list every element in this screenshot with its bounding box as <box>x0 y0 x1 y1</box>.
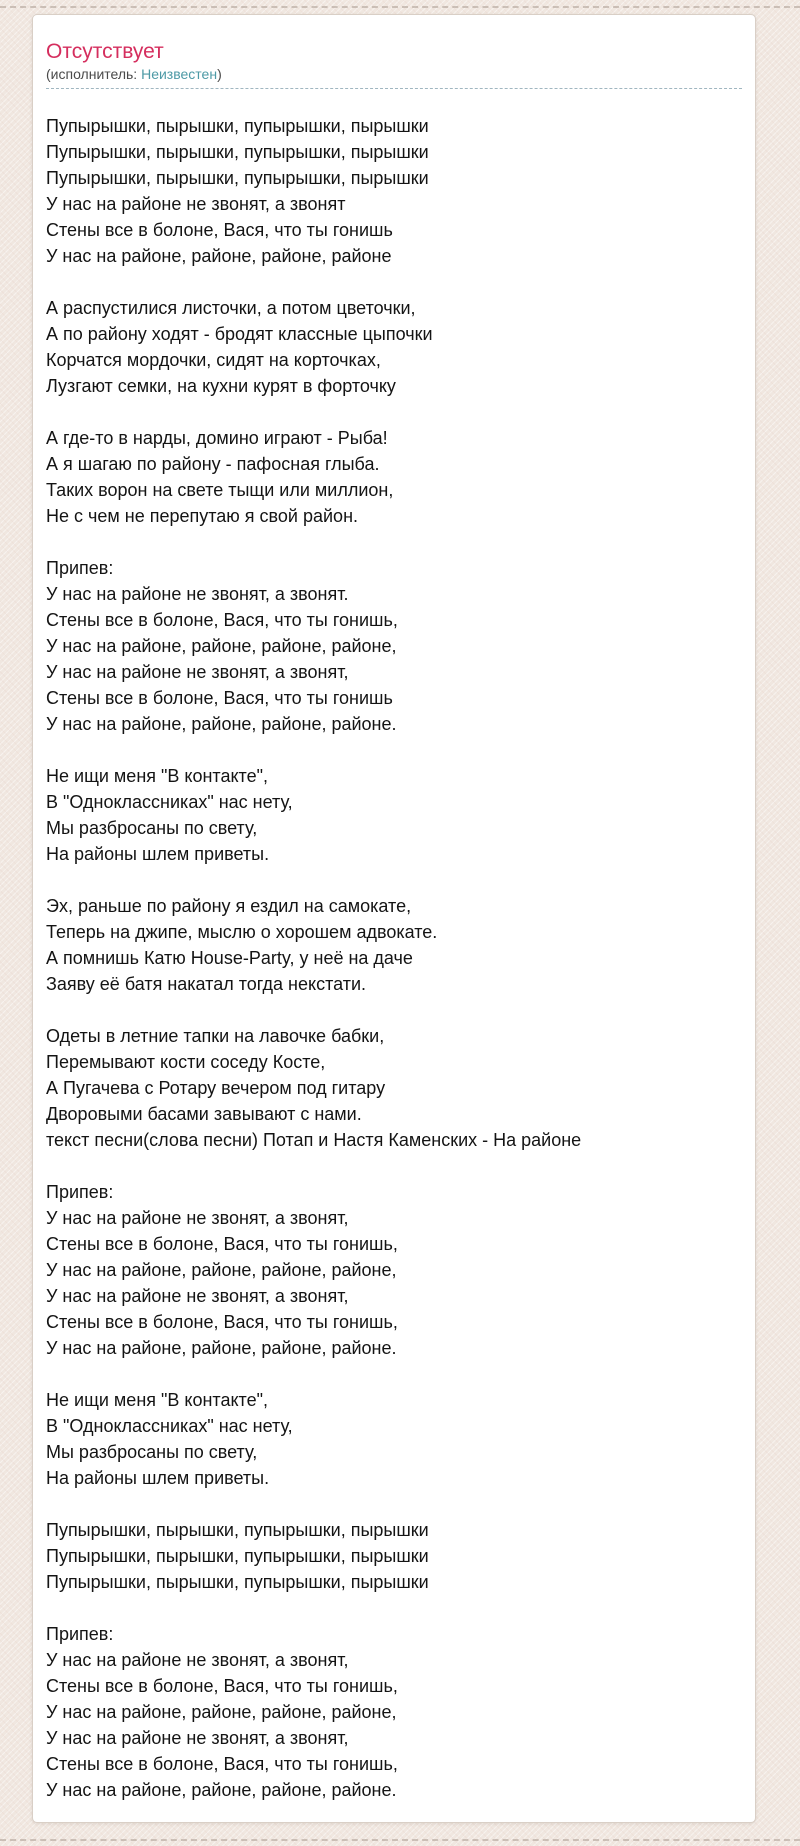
lyrics <box>46 89 742 1803</box>
artist-label: (исполнитель: <box>46 66 138 82</box>
lyrics-card <box>32 14 756 1823</box>
artist-label-close: ) <box>217 66 222 82</box>
stanza: Не ищи меня "В контакте", В "Одноклассниках" нас нету, Мы разбросаны по свету, На районы шлем приветы. <box>46 1390 293 1488</box>
artist-link[interactable]: Неизвестен <box>141 66 218 82</box>
artist-line <box>46 66 742 83</box>
stanza: Эх, раньше по району я ездил на самокате, Теперь на джипе, мыслю о хорошем адвокате. А помнишь Катю House-Party, у неё на даче Заяву её батя накатал тогда некстати. <box>46 896 438 994</box>
top-dashed-line <box>0 6 800 8</box>
stanza: Припев: У нас на районе не звонят, а звонят. Стены все в болоне, Вася, что ты гонишь, У нас на районе, районе, районе, районе, У нас на районе не звонят, а звонят, Стены все в болоне, Вася, что ты гонишь У нас на районе, районе, районе, районе. <box>46 558 398 734</box>
song-title: Отсутствует <box>46 40 164 63</box>
stanza: Припев: У нас на районе не звонят, а звонят, Стены все в болоне, Вася, что ты гонишь, У нас на районе, районе, районе, районе, У нас на районе не звонят, а звонят, Стены все в болоне, Вася, что ты гонишь, У нас на районе, районе, районе, районе. <box>46 1182 398 1358</box>
stanza: А распустилися листочки, а потом цветочки, А по району ходят - бродят классные цыпочки Корчатся мордочки, сидят на корточках, Лузгают семки, на кухни курят в форточку <box>46 298 433 396</box>
bottom-dashed-line <box>0 1839 800 1841</box>
stanza: А где-то в нарды, домино играют - Рыба! А я шагаю по району - пафосная глыба. Таких ворон на свете тыщи или миллион, Не с чем не перепутаю я свой район. <box>46 428 394 526</box>
stanza: Одеты в летние тапки на лавочке бабки, Перемывают кости соседу Косте, А Пугачева с Ротару вечером под гитару Дворовыми басами завывают с нами. текст песни(слова песни) Потап и Настя Каменских - На районе <box>46 1026 582 1150</box>
stanza: Припев: У нас на районе не звонят, а звонят, Стены все в болоне, Вася, что ты гонишь, У нас на районе, районе, районе, районе, У нас на районе не звонят, а звонят, Стены все в болоне, Вася, что ты гонишь, У нас на районе, районе, районе, районе. <box>46 1624 398 1800</box>
stanza: Не ищи меня "В контакте", В "Одноклассниках" нас нету, Мы разбросаны по свету, На районы шлем приветы. <box>46 766 293 864</box>
stanza: Пупырышки, пырышки, пупырышки, пырышки Пупырышки, пырышки, пупырышки, пырышки Пупырышки, пырышки, пупырышки, пырышки <box>46 1520 429 1592</box>
stanza: Пупырышки, пырышки, пупырышки, пырышки Пупырышки, пырышки, пупырышки, пырышки Пупырышки, пырышки, пупырышки, пырышки У нас на районе не звонят, а звонят Стены все в болоне, Вася, что ты гонишь У нас на районе, районе, районе, районе <box>46 116 429 266</box>
